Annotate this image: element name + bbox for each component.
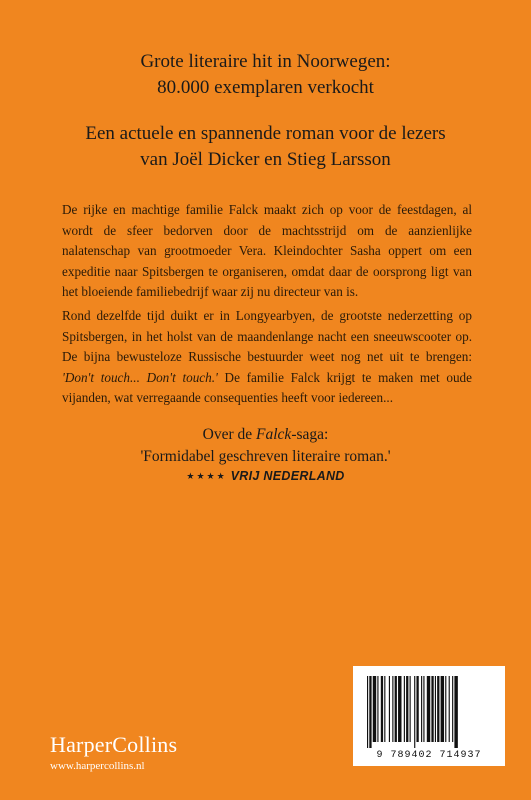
publisher-logo: HarperCollins — [50, 732, 178, 757]
review-intro-start: Over de — [202, 426, 257, 443]
review-source: VRIJ NEDERLAND — [230, 469, 345, 483]
review-quote: 'Formidabel geschreven literaire roman.' — [140, 448, 391, 465]
blurb-paragraph-2 — [62, 306, 472, 409]
review-intro — [0, 424, 531, 446]
review-rating — [0, 467, 531, 485]
blurb-paragraph-2-text — [62, 306, 472, 409]
headline-audience — [0, 121, 531, 173]
blurb-p2-quote: 'Don't touch... Don't touch.' — [62, 369, 218, 385]
blurb-paragraph-1-text: De rijke en machtige familie Falck maakt zich op voor de feestdagen, al wordt de sfeer bedorven door de machtsstrijd om de aanzienlijke nalatenschap van grootmoeder Vera. Kleindochter Sasha oppert om een expeditie naar Spitsbergen te organiseren, omdat daar de oorsprong ligt van het bloeiende familiebedrijf waar zij nu directeur van is. — [62, 202, 472, 299]
review-intro-series: Falck — [256, 426, 292, 443]
rating-stars-icon: ★★★★ — [186, 471, 227, 481]
headline-audience-line1: Een actuele en spannende roman voor de lezers — [85, 123, 446, 144]
publisher-url: www.harpercollins.nl — [50, 760, 145, 772]
headline-sales-line2: 80.000 exemplaren verkocht — [157, 77, 374, 98]
headline-audience-line2: van Joël Dicker en Stieg Larsson — [140, 149, 391, 170]
blurb-p2-start: Rond dezelfde tijd duikt er in Longyearbyen, de grootste nederzetting op Spitsbergen, in het holst van de maandenlange nacht een sneeuwscooter op. De bijna bewusteloze Russische bestuurder weet nog net uit te brengen: — [62, 308, 472, 364]
headline-sales-line1: Grote literaire hit in Noorwegen: — [140, 51, 391, 72]
isbn-number: 9 789402 714937 — [376, 750, 482, 761]
blurb-paragraph-1 — [62, 200, 472, 303]
barcode-bars-icon — [363, 676, 495, 748]
blurb-p2-end: De familie Falck krijgt te maken met oude vijanden, wat verregaande consequenties heeft voor iedereen... — [62, 369, 473, 405]
review-block — [0, 424, 531, 468]
headline-sales — [0, 49, 531, 101]
review-intro-end: -saga: — [291, 426, 329, 443]
barcode — [353, 666, 505, 766]
